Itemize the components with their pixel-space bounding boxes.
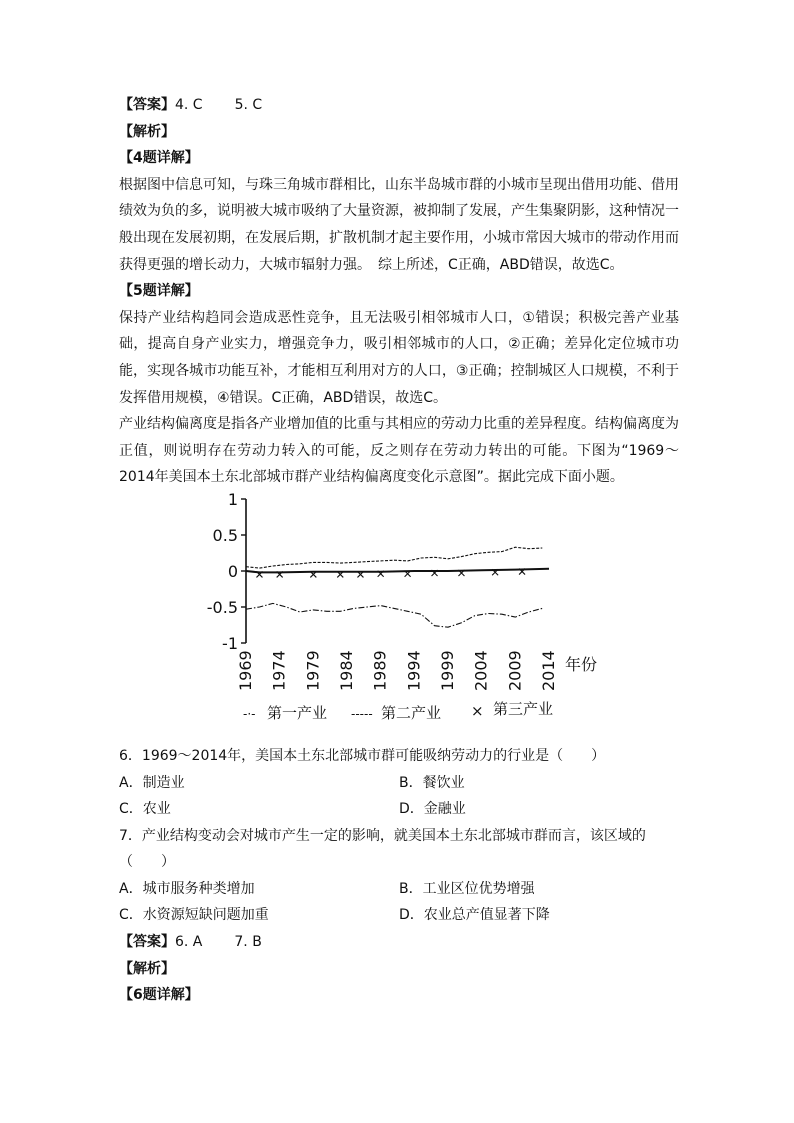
answer-line-2 — [119, 929, 679, 956]
legend-label: 第二产业 — [381, 703, 442, 722]
x-tick-label: 1994 — [404, 650, 424, 691]
option-a: A．制造业 — [119, 774, 185, 791]
x-tick-label: 1989 — [370, 650, 390, 691]
x-tick-label: 2009 — [505, 650, 525, 691]
y-tick-label: -0.5 — [206, 597, 238, 617]
answer-item: 4. C — [175, 97, 203, 113]
q6-detail-title: 【6题详解】 — [119, 987, 199, 1004]
option-c: C．农业 — [119, 801, 171, 818]
answer-item: 6. A — [175, 934, 203, 951]
series-line — [246, 569, 549, 573]
legend-symbol: ----- — [351, 706, 373, 721]
option-a: A．城市服务种类增加 — [119, 880, 255, 897]
answer-line-1 — [119, 92, 679, 119]
x-tick-label: 2004 — [471, 650, 491, 691]
chart-svg — [119, 491, 679, 743]
analysis-label-2: 【解析】 — [119, 960, 175, 977]
legend-symbol: × — [471, 701, 484, 720]
intro-paragraph: 产业结构偏离度是指各产业增加值的比重与其相应的劳动力比重的差异程度。结构偏离度为正值，则说明存在劳动力转入的可能，反之则存在劳动力转出的可能。下图为“1969～2014年美国本土东北部城市群产业结构偏离度变化示意图”。据此完成下面小题。 — [119, 416, 679, 486]
answer-item: 7. B — [234, 934, 262, 951]
legend-symbol: -·- — [243, 706, 256, 721]
answer-item: 5. C — [234, 97, 263, 113]
option-c: C．水资源短缺问题加重 — [119, 907, 269, 924]
q5-detail-text: 保持产业结构趋同会造成恶性竞争，且无法吸引相邻城市人口，①错误；积极完善产业基础，提高自身产业实力，增强竞争力，吸引相邻城市的人口，②正确；差异化定位城市功能，实现各城市功能互补，才能相互利用对方的人口，③正确；控制城区人口规模，不利于发挥借用规模，④错误。C正确，ABD错误，故选C。 — [119, 309, 679, 406]
q7-stem: 7．产业结构变动会对城市产生一定的影响，就美国本土东北部城市群而言，该区域的 — [119, 827, 646, 844]
x-tick-label: 1999 — [438, 650, 457, 691]
analysis-label: 【解析】 — [119, 123, 175, 140]
document-page — [119, 92, 679, 1009]
answer-label: 【答案】 — [119, 97, 175, 113]
q5-detail-title: 【5题详解】 — [119, 283, 199, 300]
x-tick-label: 2014 — [539, 650, 558, 691]
q7-options-row-2 — [119, 902, 679, 929]
legend-label: 第一产业 — [267, 703, 328, 722]
deviation-chart — [119, 491, 679, 743]
y-tick-label: 0 — [227, 561, 238, 581]
legend-label: 第三产业 — [493, 699, 554, 718]
q4-detail-text: 根据图中信息可知，与珠三角城市群相比，山东半岛城市群的小城市呈现出借用功能、借用绩效为负的多，说明被大城市吸纳了大量资源，被抑制了发展，产生集聚阴影，这种情况一般出现在发展初期，在发展后期，扩散机制才起主要作用，小城市常因大城市的带动作用而获得更强的增长动力，大城市辐射力强。 综上所述，C正确，ABD错误，故选C。 — [119, 176, 679, 273]
x-tick-label: 1969 — [236, 650, 255, 691]
option-b: B．工业区位优势增强 — [399, 880, 535, 897]
option-d: D．金融业 — [399, 801, 466, 818]
q6-stem: 6．1969～2014年，美国本土东北部城市群可能吸纳劳动力的行业是（ ） — [119, 747, 606, 764]
option-d: D．农业总产值显著下降 — [399, 907, 550, 924]
y-tick-label: 1 — [227, 490, 238, 509]
option-b: B．餐饮业 — [399, 774, 465, 791]
answer-label: 【答案】 — [119, 934, 175, 951]
q6-options-row-1 — [119, 770, 679, 797]
y-tick-label: 0.5 — [212, 525, 238, 545]
x-tick-label: 1974 — [269, 650, 289, 691]
x-tick-label: 1979 — [303, 650, 323, 691]
q6-options-row-2 — [119, 796, 679, 823]
x-axis-label: 年份 — [565, 654, 598, 674]
y-tick-label: -1 — [222, 633, 238, 653]
q4-detail-title: 【4题详解】 — [119, 150, 199, 167]
q7-stem-cont: （ ） — [119, 854, 175, 871]
x-tick-label: 1984 — [337, 650, 356, 691]
q7-options-row-1 — [119, 876, 679, 903]
series-line — [246, 547, 542, 568]
series-line — [246, 603, 542, 627]
